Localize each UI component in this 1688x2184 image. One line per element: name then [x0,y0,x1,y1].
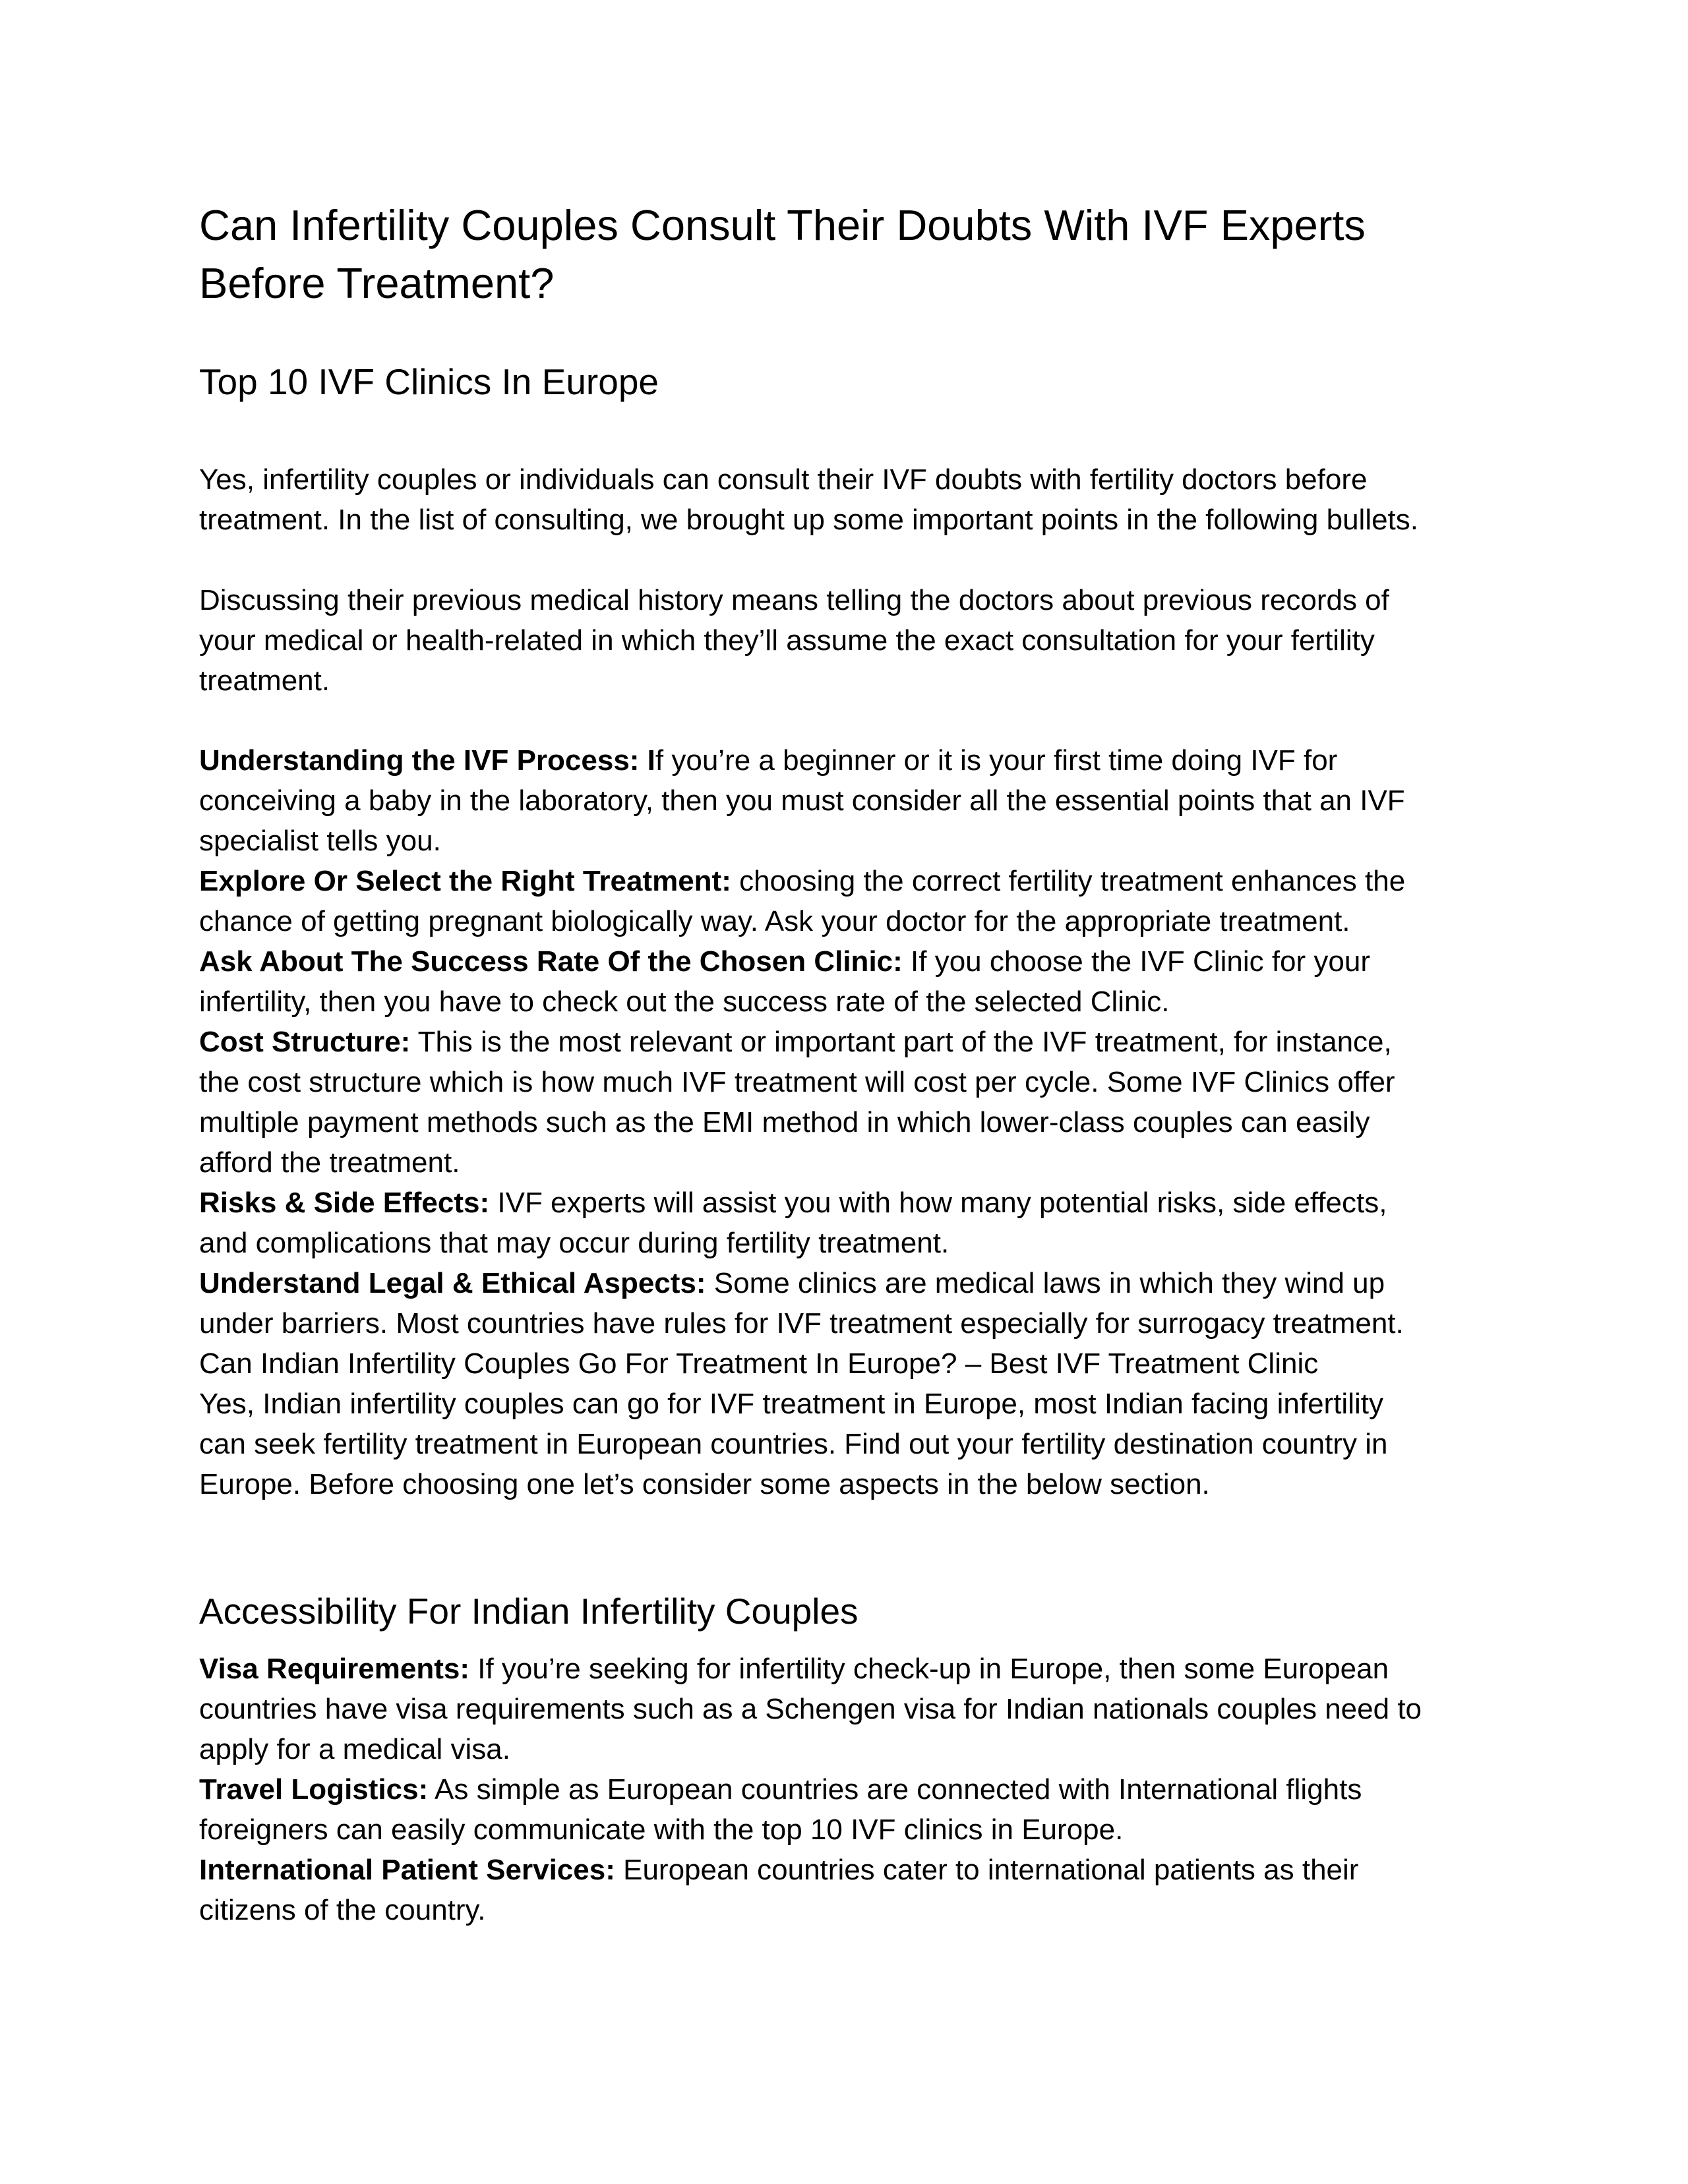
point-text: European countries cater to international patients as their [615,1854,1359,1886]
point-text: the cost structure which is how much IVF treatment will cost per cycle. Some IVF Clinics offer [199,1066,1395,1098]
accessibility-points [199,1649,1511,1930]
point-label: International Patient Services: [199,1854,615,1886]
point-text: apply for a medical visa. [199,1733,510,1765]
paragraph-line: Europe. Before choosing one let’s consider some aspects in the below section. [199,1468,1210,1500]
point-label: Cost Structure: [199,1026,411,1058]
paragraph-line: Yes, Indian infertility couples can go for IVF treatment in Europe, most Indian facing infertility [199,1388,1383,1420]
point-text: choosing the correct fertility treatment enhances the [731,865,1406,897]
point-label: Understanding the IVF Process: I [199,744,655,777]
document-title [199,196,1511,312]
point-text: If you choose the IVF Clinic for your [902,945,1370,978]
paragraph-line: your medical or health-related in which they’ll assume the exact consultation for your fertility [199,624,1375,657]
point-text: citizens of the country. [199,1894,486,1926]
intro-paragraph [199,459,1511,540]
point-label: Visa Requirements: [199,1653,470,1685]
point-explore-right-treatment [199,861,1511,941]
point-visa-requirements [199,1649,1511,1769]
paragraph-line: Yes, infertility couples or individuals can consult their IVF doubts with fertility doctors before [199,463,1368,496]
paragraph-line: can seek fertility treatment in European countries. Find out your fertility destination country in [199,1428,1388,1460]
point-text: and complications that may occur during fertility treatment. [199,1227,950,1259]
point-label: Risks & Side Effects: [199,1187,490,1219]
title-line: Can Infertility Couples Consult Their Doubts With IVF Experts [199,201,1366,249]
point-understanding-ivf-process [199,740,1511,861]
point-cost-structure [199,1022,1511,1183]
point-text: specialist tells you. [199,825,441,857]
point-text: f you’re a beginner or it is your first time doing IVF for [655,744,1338,777]
point-risks-side-effects [199,1183,1511,1263]
point-text: This is the most relevant or important part of the IVF treatment, for instance, [410,1026,1392,1058]
point-text: conceiving a baby in the laboratory, then you must consider all the essential points that an IVF [199,784,1405,817]
point-success-rate [199,941,1511,1022]
europe-question-line: Can Indian Infertility Couples Go For Treatment In Europe? – Best IVF Treatment Clinic [199,1347,1319,1380]
point-label: Explore Or Select the Right Treatment: [199,865,731,897]
point-text: If you’re seeking for infertility check-up in Europe, then some European [469,1653,1389,1685]
paragraph-line: treatment. In the list of consulting, we brought up some important points in the following bullets. [199,504,1419,536]
europe-answer-paragraph [199,1384,1511,1504]
point-international-patient-services [199,1850,1511,1930]
point-text: As simple as European countries are connected with International flights [428,1773,1362,1806]
point-travel-logistics [199,1769,1511,1850]
history-paragraph [199,580,1511,701]
point-text: afford the treatment. [199,1146,460,1179]
point-text: infertility, then you have to check out the success rate of the selected Clinic. [199,986,1170,1018]
point-text: Some clinics are medical laws in which they wind up [706,1267,1385,1299]
paragraph-line: treatment. [199,664,330,697]
consultation-points [199,740,1511,1504]
point-label: Travel Logistics: [199,1773,429,1806]
heading-accessibility: Accessibility For Indian Infertility Couples [199,1591,859,1632]
point-label: Ask About The Success Rate Of the Chosen Clinic: [199,945,903,978]
point-text: IVF experts will assist you with how many potential risks, side effects, [489,1187,1387,1219]
point-legal-ethical [199,1263,1511,1343]
heading-top-10-clinics: Top 10 IVF Clinics In Europe [199,361,659,402]
point-text: chance of getting pregnant biologically way. Ask your doctor for the appropriate treatment. [199,905,1350,937]
point-text: countries have visa requirements such as a Schengen visa for Indian nationals couples need to [199,1693,1422,1725]
paragraph-line: Discussing their previous medical history means telling the doctors about previous records of [199,584,1389,616]
point-text: under barriers. Most countries have rules for IVF treatment especially for surrogacy treatment. [199,1307,1404,1340]
point-text: multiple payment methods such as the EMI method in which lower-class couples can easily [199,1106,1370,1138]
point-label: Understand Legal & Ethical Aspects: [199,1267,706,1299]
point-text: foreigners can easily communicate with the top 10 IVF clinics in Europe. [199,1814,1124,1846]
title-line: Before Treatment? [199,259,555,307]
